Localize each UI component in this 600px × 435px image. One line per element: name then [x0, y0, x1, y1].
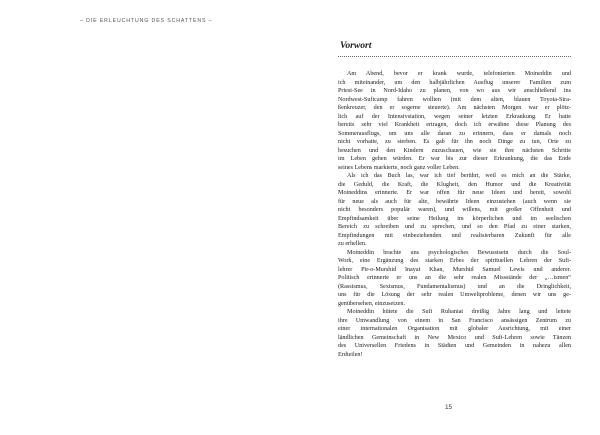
text-line: lehrer Pir-o-Murshid Inayat Khan, Murshid Samuel Lewis und anderer.	[338, 266, 571, 273]
text-line: die Geduld, die Kraft, die Klugheit, den Humor und die Kreativität	[338, 181, 571, 188]
text-line: zu erhellen.	[338, 241, 367, 247]
text-line: lich auf der Intensivstation, wegen seiner letzten Erkrankung. Er hatte	[338, 113, 571, 120]
text-line: uns für die Lösung der sehr realen Umweltprobleme, denen wir uns ge-	[338, 292, 571, 298]
text-line: Empfindungen mit einbeziehenden und realisierbaren Zukunft für alle	[338, 232, 571, 239]
text-line: Work, eine Ergänzung des starken Erbes der spirituellen Lehren der Sufi-	[338, 258, 571, 264]
page-number: 15	[445, 404, 453, 411]
text-line: ich miteinander, um den halbjährlichen Ausflug unserer Familien zum	[338, 79, 571, 86]
page-content	[338, 40, 571, 359]
body-text	[338, 70, 571, 359]
text-line: (Rassismus, Sexismus, Fundamentalismus) und an die Dringlichkeit,	[338, 283, 571, 290]
text-line: Sommerausflugs, um uns alle daran zu erinnern, dass er damals noch	[338, 130, 571, 137]
text-line: genübersehen, einzusetzen.	[338, 300, 406, 307]
text-line: ländlichen Gemeinschaft in New Mexico und Sufi-Lehren sowie Tänzen	[338, 334, 571, 341]
text-line: Priest-See in Nord-Idaho zu planen, von wo aus wir anschließend ins	[338, 88, 571, 94]
text-line: Nordwest-Suficamp fahren wollten (mit dem alten, blauen Toyota-Stra-	[338, 96, 571, 103]
text-line: besuchen und den Kindern zuzuschauen, wie sie ihre nächsten Schritte	[338, 147, 571, 154]
text-line: im Leben gehen würden. Er war bis zur dieser Erkrankung, die das Ende	[338, 156, 571, 162]
text-line: nicht besonders populär waren), und willens, mit großer Offenheit und	[338, 207, 571, 213]
text-line: Moineddins erinnerte. Er war offen für neue Ideen und bereit, sowohl	[338, 190, 571, 196]
chapter-title: Vorwort	[340, 40, 372, 51]
text-line: Politisch erinnerte er uns an die sehr realen Missstände der „…ismen“	[338, 275, 571, 281]
text-line: seines Lebens markierte, noch ganz voller Leben.	[338, 164, 460, 171]
text-line: Erdteilen!	[338, 351, 363, 358]
text-line: Am Abend, bevor er krank wurde, telefonierten Moineddin und	[347, 71, 571, 77]
text-line: Als ich das Buch las, war ich tief berührt, weil es mich an die Stärke,	[347, 173, 571, 179]
text-line: einer internationalen Organisation mit globaler Ausrichtung, mit einer	[338, 326, 571, 332]
text-line: ßenkreuzer, den er sogerne steuerte). Am nächsten Morgen war er plötz-	[338, 105, 571, 111]
running-header: – DIE ERLEUCHTUNG DES SCHATTENS –	[80, 18, 213, 24]
text-line: Moineddin hütete die Sufi Ruhaniat dreißig Jahre lang und leitete	[347, 309, 571, 315]
title-rule	[338, 56, 571, 57]
text-line: Bereich zu schreiben und zu sprechen, und so den Pfad zu einer starken,	[338, 224, 571, 230]
text-line: Empfindsamkeit über seine Heilung im körperlichen und im seelischen	[338, 215, 571, 222]
text-line: des Universellen Friedens in Städten und Gemeinden in nahezu allen	[338, 343, 571, 349]
text-line: Moineddin brachte uns psychologisches Bewusstsein durch die Soul-	[347, 249, 571, 256]
text-line: nicht vorhatte, zu sterben. Es gab für ihn noch Dinge zu tun, Orte zu	[338, 139, 571, 145]
text-line: bereits sehr viel Krankheit ertragen, doch ich erwähne diese Planung des	[338, 122, 571, 128]
text-line: ihre Umwandlung von einem in San Francisco ansässigen Zentrum zu	[338, 317, 571, 324]
text-line: für neue als auch für alte, bewährte Ideen einzustehen (auch wenn sie	[338, 198, 571, 205]
